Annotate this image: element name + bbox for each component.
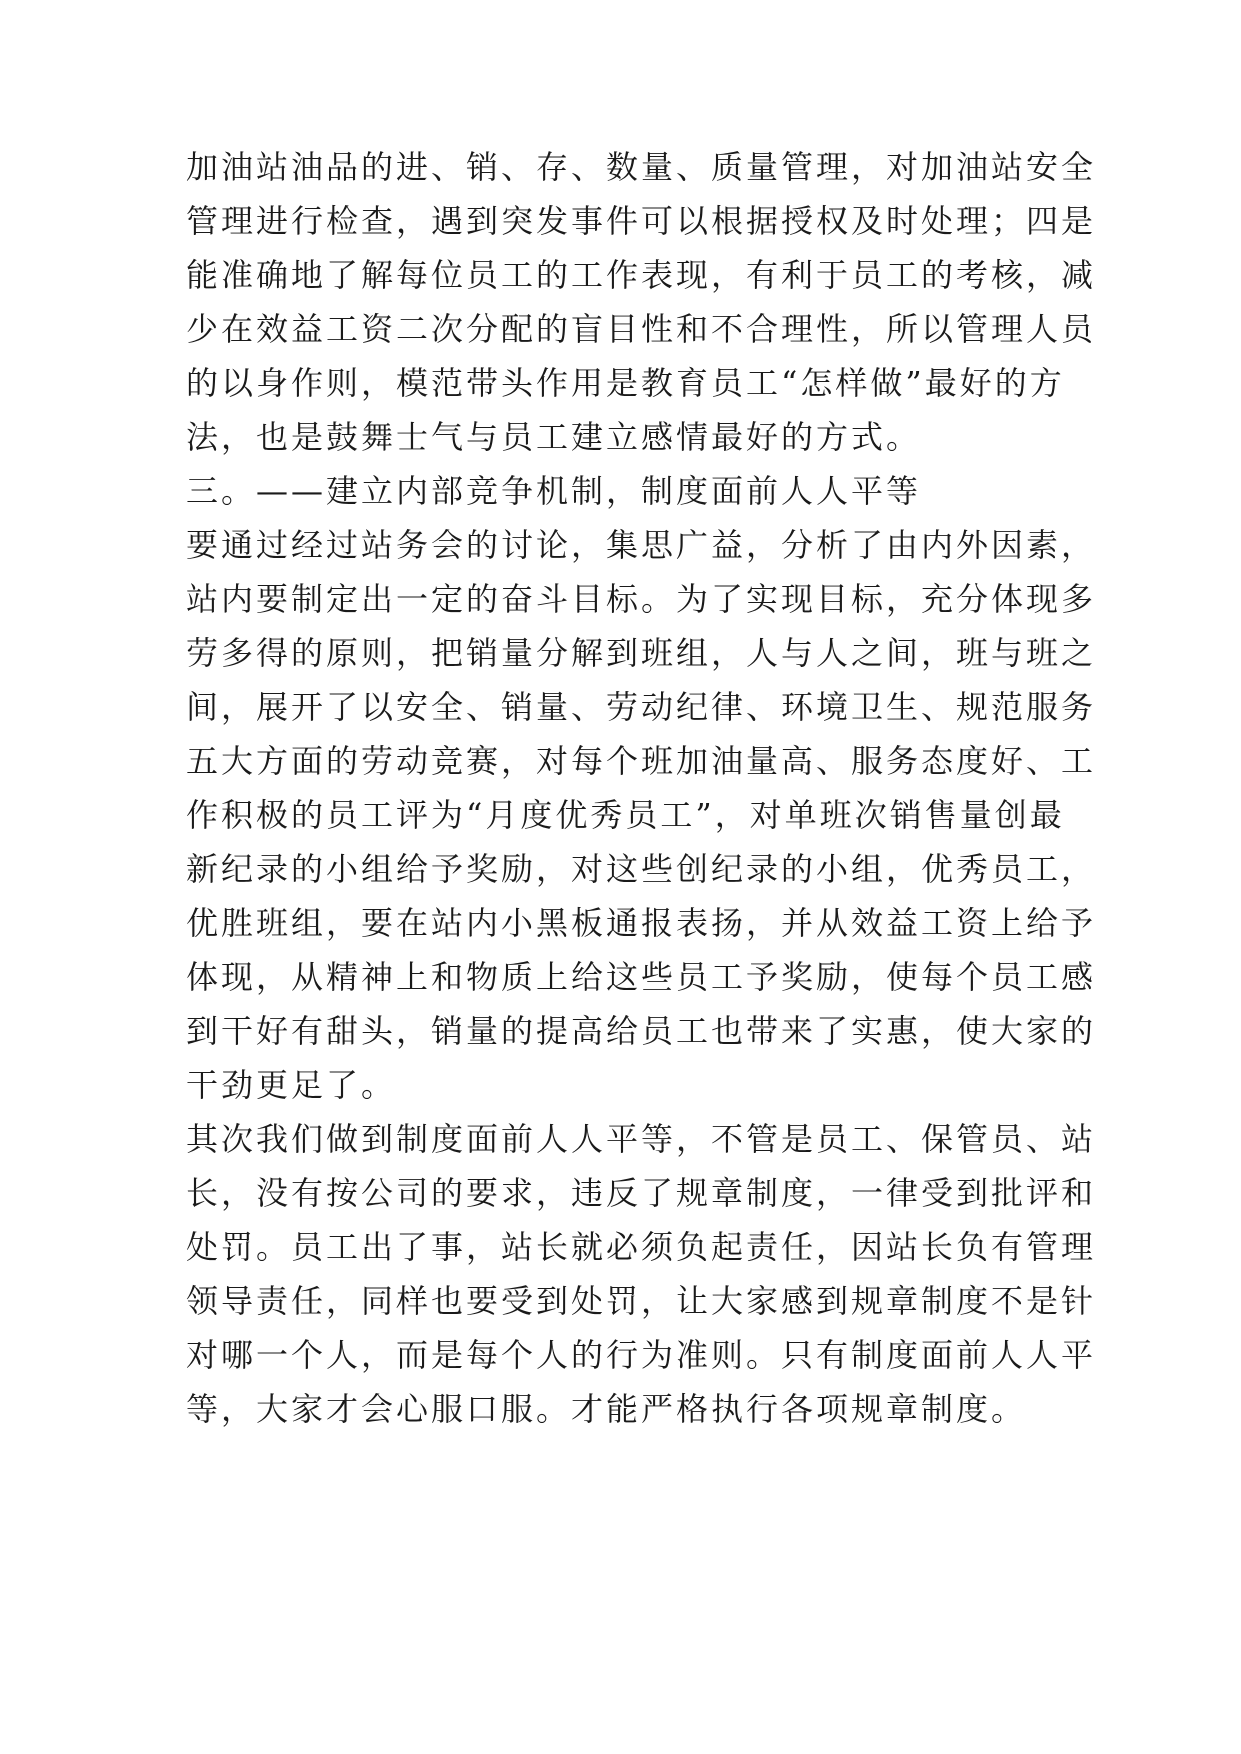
text-line: 领导责任，同样也要受到处罚，让大家感到规章制度不是针 (186, 1282, 1097, 1320)
text-line: 作积极的员工评为“月度优秀员工”，对单班次销售量创最 (186, 796, 1065, 834)
text-line: 劳多得的原则，把销量分解到班组，人与人之间，班与班之 (186, 634, 1097, 672)
text-line: 优胜班组，要在站内小黑板通报表扬，并从效益工资上给予 (186, 904, 1097, 942)
text-line: 加油站油品的进、销、存、数量、质量管理，对加油站安全 (186, 148, 1097, 186)
text-line: 新纪录的小组给予奖励，对这些创纪录的小组，优秀员工， (186, 850, 1097, 888)
text-line: 等，大家才会心服口服。才能严格执行各项规章制度。 (186, 1390, 1027, 1428)
section-heading: 三。——建立内部竞争机制，制度面前人人平等 (186, 472, 922, 510)
text-line: 法，也是鼓舞士气与员工建立感情最好的方式。 (186, 418, 922, 456)
text-line: 长，没有按公司的要求，违反了规章制度，一律受到批评和 (186, 1174, 1097, 1212)
text-line: 少在效益工资二次分配的盲目性和不合理性，所以管理人员 (186, 310, 1097, 348)
text-line: 体现，从精神上和物质上给这些员工予奖励，使每个员工感 (186, 958, 1097, 996)
text-line: 干劲更足了。 (186, 1066, 397, 1104)
text-line: 其次我们做到制度面前人人平等，不管是员工、保管员、站 (186, 1120, 1097, 1158)
text-line: 能准确地了解每位员工的工作表现，有利于员工的考核，减 (186, 256, 1097, 294)
text-line: 要通过经过站务会的讨论，集思广益，分析了由内外因素， (186, 526, 1097, 564)
text-line: 管理进行检查，遇到突发事件可以根据授权及时处理；四是 (186, 202, 1097, 240)
text-line: 站内要制定出一定的奋斗目标。为了实现目标，充分体现多 (186, 580, 1097, 618)
text-line: 间，展开了以安全、销量、劳动纪律、环境卫生、规范服务 (186, 688, 1097, 726)
text-line: 处罚。员工出了事，站长就必须负起责任，因站长负有管理 (186, 1228, 1097, 1266)
text-line: 到干好有甜头，销量的提高给员工也带来了实惠，使大家的 (186, 1012, 1097, 1050)
text-line: 五大方面的劳动竞赛，对每个班加油量高、服务态度好、工 (186, 742, 1097, 780)
text-line: 对哪一个人，而是每个人的行为准则。只有制度面前人人平 (186, 1336, 1097, 1374)
text-line: 的以身作则，模范带头作用是教育员工“怎样做”最好的方 (186, 364, 1065, 402)
